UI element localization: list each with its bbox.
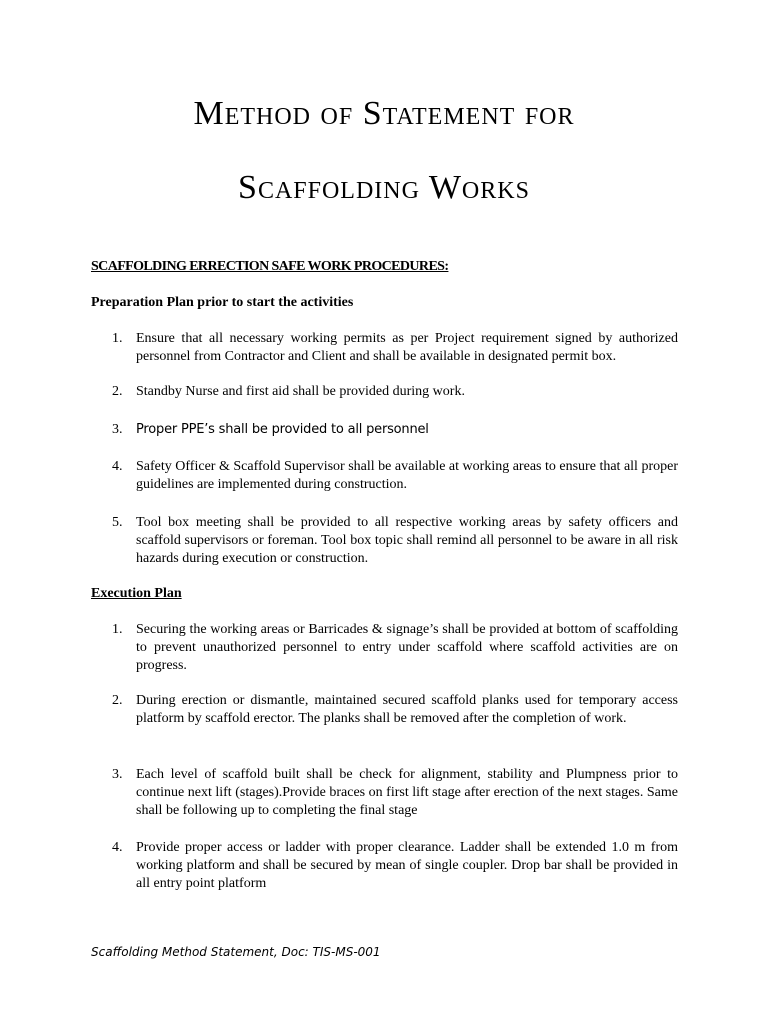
- list-item-number: 2.: [112, 693, 123, 708]
- section-heading-safe-work-procedures: SCAFFOLDING ERRECTION SAFE WORK PROCEDURES:: [91, 259, 449, 274]
- list-item: [112, 621, 678, 675]
- list-item: [112, 766, 678, 820]
- list-item-text: Safety Officer & Scaffold Supervisor shall be available at working areas to ensure that all proper guidelines are implemented during construction.: [136, 459, 678, 492]
- document-title-line-1: Method of Statement for: [193, 95, 575, 132]
- list-item: [112, 330, 678, 366]
- list-item-number: 1.: [112, 331, 123, 346]
- list-item-text: Each level of scaffold built shall be check for alignment, stability and Plumpness prior to continue next lift (stages).Provide braces on first lift stage after erection of the next stages. Same shall be following up to completing the final stage: [136, 767, 678, 818]
- list-item: [112, 514, 678, 568]
- list-item: [112, 692, 678, 728]
- section-heading-execution-plan: Execution Plan: [91, 586, 182, 601]
- list-item-text: Standby Nurse and first aid shall be provided during work.: [136, 384, 465, 399]
- list-item-text: Securing the working areas or Barricades & signage’s shall be provided at bottom of scaffolding to prevent unauthorized personnel to entry under scaffold where scaffold activities are on progress.: [136, 622, 678, 673]
- list-item-number: 4.: [112, 840, 123, 855]
- list-item-text: Provide proper access or ladder with proper clearance. Ladder shall be extended 1.0 m from working platform and shall be secured by mean of single coupler. Drop bar shall be provided in all entry point platform: [136, 840, 678, 891]
- list-item: [112, 839, 678, 893]
- list-item-text: Proper PPE’s shall be provided to all personnel: [136, 422, 429, 437]
- list-item: [112, 421, 678, 439]
- list-item: [112, 383, 678, 401]
- list-item-number: 3.: [112, 767, 123, 782]
- list-item-number: 3.: [112, 422, 123, 437]
- list-item-number: 1.: [112, 622, 123, 637]
- list-item-number: 4.: [112, 459, 123, 474]
- list-item-text: Tool box meeting shall be provided to all respective working areas by safety officers and scaffold supervisors or foreman. Tool box topic shall remind all personnel to be aware in all risk hazards during execution or construction.: [136, 515, 678, 566]
- list-item: [112, 458, 678, 494]
- list-item-number: 2.: [112, 384, 123, 399]
- list-item-text: Ensure that all necessary working permits as per Project requirement signed by authorized personnel from Contractor and Client and shall be available in designated permit box.: [136, 331, 678, 364]
- list-item-text: During erection or dismantle, maintained secured scaffold planks used for temporary access platform by scaffold erector. The planks shall be removed after the completion of work.: [136, 693, 678, 726]
- subheading-preparation-plan: Preparation Plan prior to start the activities: [91, 295, 354, 310]
- document-title-line-2: Scaffolding Works: [238, 169, 530, 206]
- list-item-number: 5.: [112, 515, 123, 530]
- page-footer: Scaffolding Method Statement, Doc: TIS-MS-001: [91, 945, 381, 959]
